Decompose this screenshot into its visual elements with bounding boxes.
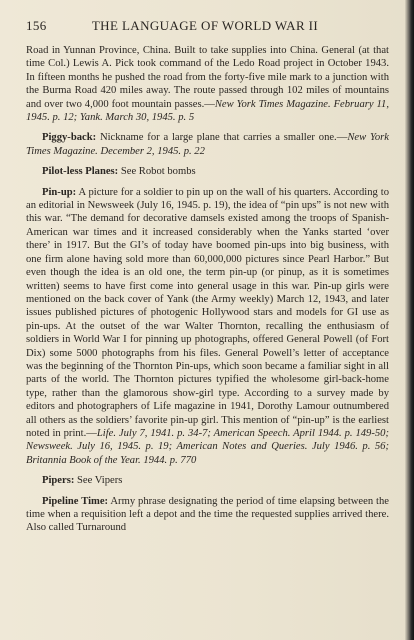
entry-pin-up (26, 186, 389, 468)
entry-pipers (26, 474, 389, 487)
entry-piggy-back (26, 131, 389, 158)
entry-text: A picture for a soldier to pin up on the wall of his quarters. According to an editorial in Newsweek (July 16, 1945. p. 19), the idea of “pin ups” is not new with this war. “The demand for decorative damsels existed among the troops of Spanish-American war times and it increased considerably when the Yanks started ‘over there’ in 1917. But the GI’s of today have boomed pin-ups into big business, with one firm alone having sold more than 60,000,000 pictures since Pearl Harbor.” But even though the idea is an old one, the term pin-up (or pinup, as it is sometimes written) seems to have first come into general usage in this war. Pin-up girls were mentioned on the back cover of Yank (the Army weekly) March 12, 1943, and later issues published pictures of photogenic Hollywood stars and models for GI use as pin-ups. At the outset of the war Walter Thornton, recalling the enthusiasm of soldiers in World War I for pinning up photographs, offered General Powell (of Fort Dix) some 5000 photographs from his files. General Powell’s letter of acceptance was the beginning of the Thornton Pin-ups, which soon became a familiar sight in all parts of the world. The Thornton pictures typified the wholesome girl-back-home type, rather than the glamorous show-girl type. According to a survey made by editors and photographers of Life magazine in 1941, Dorothy Lamour outnumbered all others as the soldiers’ favorite pin-up girl. This mention of “pin-up” is the earliest noted in print.— (26, 186, 389, 439)
entry-term: Pipeline Time: (42, 495, 109, 507)
page-number: 156 (26, 18, 47, 33)
entry-citation: New York Times Magazine. December 2, 1945. p. 22 (26, 132, 389, 157)
running-head (26, 18, 386, 34)
entry-ledo-road-continued (26, 44, 389, 124)
entry-term: Pipers: (42, 475, 75, 487)
entry-term: Piggy-back: (42, 132, 97, 144)
entry-pilot-less-planes (26, 165, 389, 178)
entry-text: See Robot bombs (118, 166, 196, 178)
entry-text: Army phrase designating the period of time elapsing between the time when a requisition left a depot and the time the requested supplies arrived there. Also called Turnaround (26, 495, 389, 534)
entry-text: Road in Yunnan Province, China. Built to take supplies into China. General (at that time Col.) Lewis A. Pick took command of the Ledo Road project in October 1943. In fifteen months he pushed the road from the forty-five mile mark to a junction with the Burma Road 420 miles away. The route passed through 102 miles of mountains and over two 4,000 foot mountain passes.— (26, 45, 389, 110)
entry-term: Pilot-less Planes: (42, 166, 119, 178)
entry-pipeline-time (26, 495, 389, 535)
entry-term: Pin-up: (42, 186, 77, 198)
page-edge-shadow (405, 0, 414, 640)
entry-text: Nickname for a large plane that carries a smaller one.— (96, 132, 348, 144)
body-text (26, 44, 389, 535)
entry-text: See Vipers (74, 475, 123, 487)
running-title: THE LANGUAGE OF WORLD WAR II (91, 18, 319, 33)
entry-citation: Life. July 7, 1941. p. 34-7; American Speech. April 1944. p. 149-50; Newsweek. July 16, 1945. p. 19; American Notes and Queries. July 1946. p. 56; Britannia Book of the Year. 1944. p. 770 (26, 427, 390, 466)
entry-citation: New York Times Magazine. February 11, 1945. p. 12; Yank. March 30, 1945. p. 5 (26, 98, 389, 124)
